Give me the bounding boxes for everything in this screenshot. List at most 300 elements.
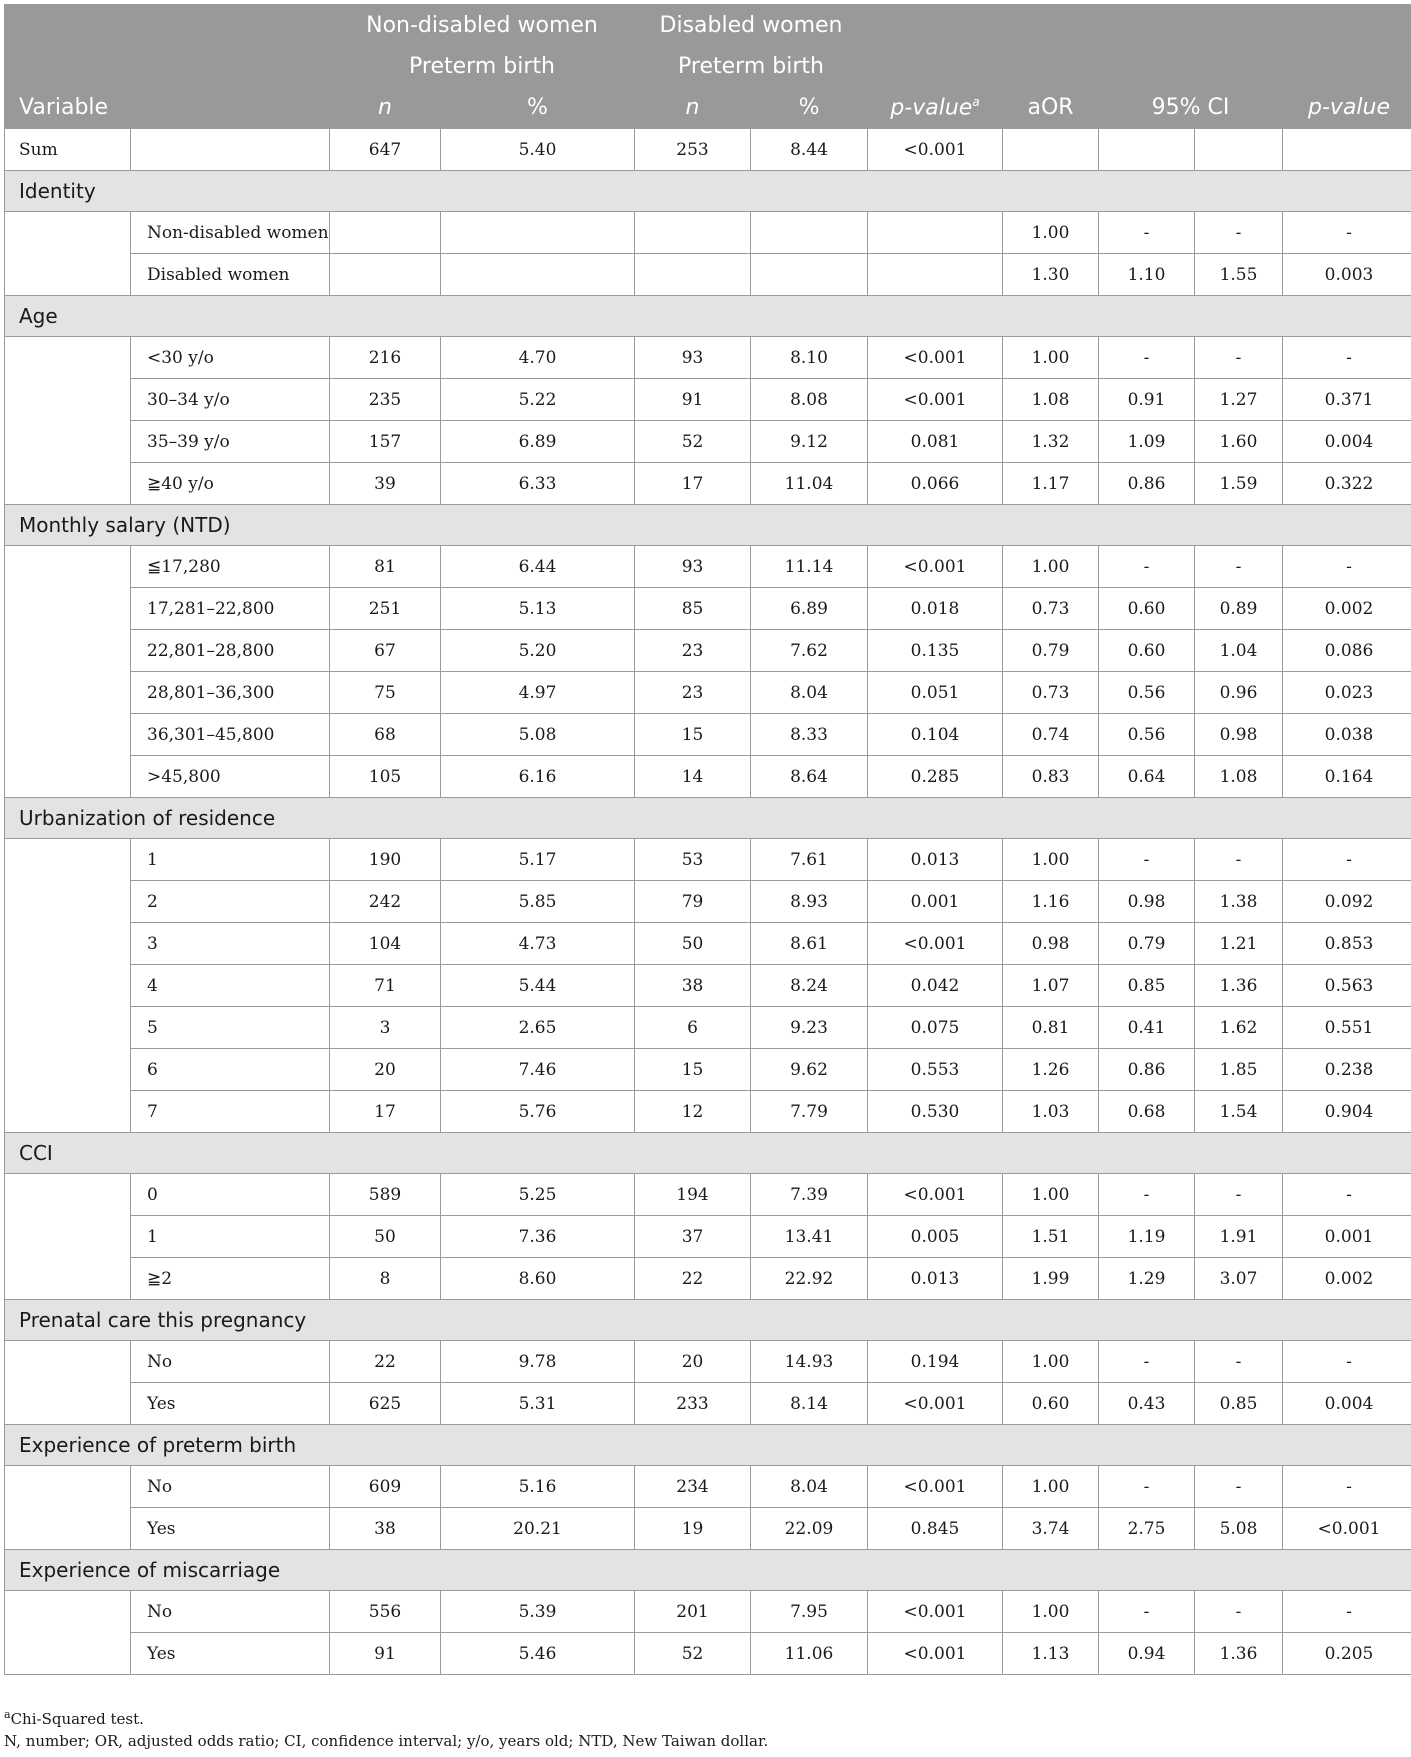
sum-cell xyxy=(1003,129,1099,171)
table-cell: 251 xyxy=(330,588,441,630)
table-cell xyxy=(751,254,868,296)
table-cell: 0.104 xyxy=(868,714,1003,756)
table-cell: 0.43 xyxy=(1099,1383,1195,1425)
row-label: Yes xyxy=(131,1383,330,1425)
row-label: 35–39 y/o xyxy=(131,421,330,463)
table-cell: 0.81 xyxy=(1003,1007,1099,1049)
table-row xyxy=(5,1383,1411,1425)
table-cell: - xyxy=(1195,212,1283,254)
table-row xyxy=(5,588,1411,630)
table-cell: 5.39 xyxy=(441,1591,635,1633)
table-cell: 0.001 xyxy=(1283,1216,1411,1258)
table-cell: 1.04 xyxy=(1195,630,1283,672)
results-table xyxy=(4,4,1411,1675)
header-preterm-birth-disabled: Preterm birth xyxy=(635,46,868,87)
table-cell: 1.00 xyxy=(1003,1174,1099,1216)
table-cell: - xyxy=(1283,337,1411,379)
table-cell: - xyxy=(1283,839,1411,881)
table-cell: 0.005 xyxy=(868,1216,1003,1258)
table-cell: 0.164 xyxy=(1283,756,1411,798)
table-cell: 0.371 xyxy=(1283,379,1411,421)
table-row xyxy=(5,212,1411,254)
table-cell: 20.21 xyxy=(441,1508,635,1550)
table-cell: 38 xyxy=(635,965,751,1007)
table-cell: 0.98 xyxy=(1003,923,1099,965)
table-cell: - xyxy=(1283,546,1411,588)
table-cell: 12 xyxy=(635,1091,751,1133)
table-cell xyxy=(441,254,635,296)
table-row xyxy=(5,881,1411,923)
table-cell: 91 xyxy=(635,379,751,421)
table-cell: 5.08 xyxy=(1195,1508,1283,1550)
table-cell: 1.00 xyxy=(1003,337,1099,379)
table-cell: 50 xyxy=(330,1216,441,1258)
section-spacer xyxy=(5,337,131,505)
table-cell: 0.004 xyxy=(1283,1383,1411,1425)
header-percent-disabled: % xyxy=(751,87,868,129)
table-cell: 9.78 xyxy=(441,1341,635,1383)
section-title: Experience of preterm birth xyxy=(5,1425,1411,1466)
table-row xyxy=(5,714,1411,756)
table-cell: 0.238 xyxy=(1283,1049,1411,1091)
table-cell: 5.76 xyxy=(441,1091,635,1133)
section-spacer xyxy=(5,1341,131,1425)
table-cell: 8.33 xyxy=(751,714,868,756)
table-cell: 8.14 xyxy=(751,1383,868,1425)
table-row xyxy=(5,546,1411,588)
table-cell: 609 xyxy=(330,1466,441,1508)
row-label: Yes xyxy=(131,1508,330,1550)
table-cell: 93 xyxy=(635,337,751,379)
table-cell: 22.09 xyxy=(751,1508,868,1550)
table-cell: 75 xyxy=(330,672,441,714)
section-title: Prenatal care this pregnancy xyxy=(5,1300,1411,1341)
section-header-row xyxy=(5,1425,1411,1466)
table-cell: 0.194 xyxy=(868,1341,1003,1383)
row-label: 0 xyxy=(131,1174,330,1216)
table-cell: 14 xyxy=(635,756,751,798)
table-cell: 8.04 xyxy=(751,672,868,714)
header-ci-top-upper xyxy=(1195,5,1283,87)
row-label: 1 xyxy=(131,839,330,881)
section-header-row xyxy=(5,1550,1411,1591)
section-title: Identity xyxy=(5,171,1411,212)
table-cell: 6.89 xyxy=(441,421,635,463)
table-cell: 6.16 xyxy=(441,756,635,798)
table-cell: 1.32 xyxy=(1003,421,1099,463)
table-row xyxy=(5,1091,1411,1133)
table-cell: 11.06 xyxy=(751,1633,868,1675)
table-cell: 0.89 xyxy=(1195,588,1283,630)
footnote-abbreviations: N, number; OR, adjusted odds ratio; CI, confidence interval; y/o, years old; NTD, New Taiwan dollar. xyxy=(4,1732,769,1750)
table-cell: 1.00 xyxy=(1003,1591,1099,1633)
header-group-disabled: Disabled women xyxy=(635,5,868,46)
table-cell: 0.98 xyxy=(1099,881,1195,923)
row-label: Disabled women xyxy=(131,254,330,296)
table-cell: <0.001 xyxy=(868,337,1003,379)
table-cell: 1.27 xyxy=(1195,379,1283,421)
table-cell: 8.61 xyxy=(751,923,868,965)
table-cell: 234 xyxy=(635,1466,751,1508)
table-cell: 1.00 xyxy=(1003,1341,1099,1383)
table-cell: 6.89 xyxy=(751,588,868,630)
row-label: ≦17,280 xyxy=(131,546,330,588)
table-cell: 6 xyxy=(635,1007,751,1049)
table-cell: 1.03 xyxy=(1003,1091,1099,1133)
table-cell: 68 xyxy=(330,714,441,756)
row-label: 1 xyxy=(131,1216,330,1258)
table-cell: 233 xyxy=(635,1383,751,1425)
table-cell: <0.001 xyxy=(868,1466,1003,1508)
table-cell: 1.21 xyxy=(1195,923,1283,965)
table-cell: 1.55 xyxy=(1195,254,1283,296)
table-cell: 0.563 xyxy=(1283,965,1411,1007)
table-cell: 7.62 xyxy=(751,630,868,672)
table-cell xyxy=(635,254,751,296)
row-label: Yes xyxy=(131,1633,330,1675)
table-cell: 5.44 xyxy=(441,965,635,1007)
footnote-a: $^a$Chi-Squared test. xyxy=(4,1708,144,1728)
table-cell: - xyxy=(1195,1591,1283,1633)
table-cell: 23 xyxy=(635,630,751,672)
row-label: <30 y/o xyxy=(131,337,330,379)
table-cell: <0.001 xyxy=(1283,1508,1411,1550)
row-label: 22,801–28,800 xyxy=(131,630,330,672)
table-cell: - xyxy=(1283,1174,1411,1216)
table-row xyxy=(5,965,1411,1007)
table-cell: 8.04 xyxy=(751,1466,868,1508)
table-cell: 0.56 xyxy=(1099,672,1195,714)
table-cell: - xyxy=(1195,1466,1283,1508)
table-cell: 1.13 xyxy=(1003,1633,1099,1675)
table-cell: 81 xyxy=(330,546,441,588)
table-cell xyxy=(635,212,751,254)
table-cell: - xyxy=(1283,1341,1411,1383)
table-cell: 1.91 xyxy=(1195,1216,1283,1258)
table-cell: - xyxy=(1099,839,1195,881)
row-label: 5 xyxy=(131,1007,330,1049)
table-cell xyxy=(868,212,1003,254)
table-cell: 0.066 xyxy=(868,463,1003,505)
table-cell: 5.25 xyxy=(441,1174,635,1216)
row-label: ≧40 y/o xyxy=(131,463,330,505)
table-cell: 1.00 xyxy=(1003,839,1099,881)
table-cell: 1.19 xyxy=(1099,1216,1195,1258)
table-cell: 50 xyxy=(635,923,751,965)
table-cell: 0.86 xyxy=(1099,1049,1195,1091)
table-cell: 5.22 xyxy=(441,379,635,421)
table-cell: 7.36 xyxy=(441,1216,635,1258)
sum-cell: 647 xyxy=(330,129,441,171)
table-cell xyxy=(751,212,868,254)
table-cell: 0.73 xyxy=(1003,672,1099,714)
table-cell: - xyxy=(1283,1466,1411,1508)
table-cell: 15 xyxy=(635,714,751,756)
table-cell: 0.904 xyxy=(1283,1091,1411,1133)
table-cell: 0.553 xyxy=(868,1049,1003,1091)
table-row xyxy=(5,421,1411,463)
table-cell: - xyxy=(1195,839,1283,881)
table-cell: 8.10 xyxy=(751,337,868,379)
table-cell: 556 xyxy=(330,1591,441,1633)
table-cell: - xyxy=(1099,1591,1195,1633)
header-n-disabled: n xyxy=(635,87,751,129)
table-cell: 19 xyxy=(635,1508,751,1550)
table-cell: 0.081 xyxy=(868,421,1003,463)
table-cell: 0.94 xyxy=(1099,1633,1195,1675)
table-cell: 1.00 xyxy=(1003,1466,1099,1508)
table-cell: 0.79 xyxy=(1003,630,1099,672)
table-cell: 22 xyxy=(330,1341,441,1383)
table-cell: 9.12 xyxy=(751,421,868,463)
table-cell xyxy=(330,212,441,254)
table-row xyxy=(5,254,1411,296)
row-label: 17,281–22,800 xyxy=(131,588,330,630)
table-cell: 1.85 xyxy=(1195,1049,1283,1091)
table-cell: 8.08 xyxy=(751,379,868,421)
table-cell: 52 xyxy=(635,1633,751,1675)
table-cell: 6.33 xyxy=(441,463,635,505)
table-cell: 79 xyxy=(635,881,751,923)
table-cell xyxy=(441,212,635,254)
table-cell: 0.038 xyxy=(1283,714,1411,756)
table-cell: 0.60 xyxy=(1099,588,1195,630)
section-spacer xyxy=(5,1174,131,1300)
sum-cell xyxy=(1195,129,1283,171)
table-cell: 1.54 xyxy=(1195,1091,1283,1133)
table-cell: 9.62 xyxy=(751,1049,868,1091)
table-cell: 105 xyxy=(330,756,441,798)
table-cell: 1.51 xyxy=(1003,1216,1099,1258)
table-cell: 22 xyxy=(635,1258,751,1300)
table-cell: 1.10 xyxy=(1099,254,1195,296)
table-cell: <0.001 xyxy=(868,546,1003,588)
section-title: Experience of miscarriage xyxy=(5,1550,1411,1591)
table-cell: <0.001 xyxy=(868,923,1003,965)
row-label: 36,301–45,800 xyxy=(131,714,330,756)
table-cell: - xyxy=(1099,212,1195,254)
table-cell: - xyxy=(1283,212,1411,254)
table-row xyxy=(5,1508,1411,1550)
table-cell: 0.002 xyxy=(1283,1258,1411,1300)
table-cell: 8.24 xyxy=(751,965,868,1007)
table-cell: - xyxy=(1099,1466,1195,1508)
section-header-row xyxy=(5,296,1411,337)
table-cell: 5.17 xyxy=(441,839,635,881)
table-cell: 5.31 xyxy=(441,1383,635,1425)
table-cell: 39 xyxy=(330,463,441,505)
table-row xyxy=(5,630,1411,672)
section-spacer xyxy=(5,546,131,798)
table-cell: 67 xyxy=(330,630,441,672)
table-cell: 0.60 xyxy=(1099,630,1195,672)
table-cell: 38 xyxy=(330,1508,441,1550)
table-cell: 1.29 xyxy=(1099,1258,1195,1300)
table-cell: 0.91 xyxy=(1099,379,1195,421)
table-cell: 0.002 xyxy=(1283,588,1411,630)
table-cell: 1.30 xyxy=(1003,254,1099,296)
table-row xyxy=(5,672,1411,714)
table-cell: 1.07 xyxy=(1003,965,1099,1007)
table-cell: - xyxy=(1195,1174,1283,1216)
table-cell: 1.16 xyxy=(1003,881,1099,923)
table-cell: 190 xyxy=(330,839,441,881)
table-cell: 7.39 xyxy=(751,1174,868,1216)
table-row xyxy=(5,923,1411,965)
table-cell: 0.051 xyxy=(868,672,1003,714)
header-aor: aOR xyxy=(1003,5,1099,129)
table-cell: 9.23 xyxy=(751,1007,868,1049)
table-cell: 0.85 xyxy=(1195,1383,1283,1425)
table-cell: 6.44 xyxy=(441,546,635,588)
table-cell: 7.61 xyxy=(751,839,868,881)
table-row xyxy=(5,1591,1411,1633)
header-variable: Variable xyxy=(5,5,131,129)
table-cell: 0.001 xyxy=(868,881,1003,923)
table-cell: 3.07 xyxy=(1195,1258,1283,1300)
section-header-row xyxy=(5,1133,1411,1174)
table-cell: 0.530 xyxy=(868,1091,1003,1133)
row-label: Non-disabled women xyxy=(131,212,330,254)
table-cell: 0.285 xyxy=(868,756,1003,798)
header-n-non-disabled: n xyxy=(330,87,441,129)
table-cell: 17 xyxy=(330,1091,441,1133)
table-cell: 3.74 xyxy=(1003,1508,1099,1550)
table-cell: 0.79 xyxy=(1099,923,1195,965)
table-cell: 1.08 xyxy=(1003,379,1099,421)
header-p-value: p-value xyxy=(1283,5,1411,129)
table-cell: <0.001 xyxy=(868,1591,1003,1633)
table-cell: 0.60 xyxy=(1003,1383,1099,1425)
table-cell: 1.60 xyxy=(1195,421,1283,463)
table-cell: 1.36 xyxy=(1195,965,1283,1007)
row-label: No xyxy=(131,1591,330,1633)
table-cell: 1.00 xyxy=(1003,212,1099,254)
header-group-non-disabled: Non-disabled women xyxy=(330,5,635,46)
table-cell: 0.092 xyxy=(1283,881,1411,923)
table-cell: 0.73 xyxy=(1003,588,1099,630)
row-label: 2 xyxy=(131,881,330,923)
row-label: No xyxy=(131,1466,330,1508)
table-cell: 0.205 xyxy=(1283,1633,1411,1675)
table-cell: 0.018 xyxy=(868,588,1003,630)
table-cell: 0.74 xyxy=(1003,714,1099,756)
header-percent-non-disabled: % xyxy=(441,87,635,129)
table-cell: 5.46 xyxy=(441,1633,635,1675)
table-cell: 0.003 xyxy=(1283,254,1411,296)
table-row xyxy=(5,756,1411,798)
table-cell: 0.68 xyxy=(1099,1091,1195,1133)
section-title: Age xyxy=(5,296,1411,337)
table-cell: 0.853 xyxy=(1283,923,1411,965)
header-ci: 95% CI xyxy=(1099,87,1283,129)
table-cell: 0.135 xyxy=(868,630,1003,672)
table-cell: 0.86 xyxy=(1099,463,1195,505)
table-cell: 625 xyxy=(330,1383,441,1425)
table-cell: - xyxy=(1099,1174,1195,1216)
table-cell: - xyxy=(1099,337,1195,379)
table-cell: 7.95 xyxy=(751,1591,868,1633)
table-row xyxy=(5,1633,1411,1675)
sum-cell: <0.001 xyxy=(868,129,1003,171)
table-cell: 4.73 xyxy=(441,923,635,965)
table-cell: 0.41 xyxy=(1099,1007,1195,1049)
sum-blank xyxy=(131,129,330,171)
table-cell: - xyxy=(1099,1341,1195,1383)
table-cell: 71 xyxy=(330,965,441,1007)
table-row xyxy=(5,379,1411,421)
table-cell: 5.08 xyxy=(441,714,635,756)
section-title: Monthly salary (NTD) xyxy=(5,505,1411,546)
table-cell: 1.26 xyxy=(1003,1049,1099,1091)
table-row xyxy=(5,1007,1411,1049)
table-cell: 589 xyxy=(330,1174,441,1216)
table-cell: - xyxy=(1195,337,1283,379)
sum-row xyxy=(5,129,1411,171)
table-cell: 194 xyxy=(635,1174,751,1216)
section-header-row xyxy=(5,171,1411,212)
section-header-row xyxy=(5,505,1411,546)
row-label: 7 xyxy=(131,1091,330,1133)
header-preterm-birth-non-disabled: Preterm birth xyxy=(330,46,635,87)
table-cell: 5.20 xyxy=(441,630,635,672)
table-cell: 0.004 xyxy=(1283,421,1411,463)
table-cell: 0.56 xyxy=(1099,714,1195,756)
section-spacer xyxy=(5,1466,131,1550)
table-cell: <0.001 xyxy=(868,379,1003,421)
table-cell: 5.16 xyxy=(441,1466,635,1508)
table-cell: 13.41 xyxy=(751,1216,868,1258)
table-row xyxy=(5,1466,1411,1508)
table-cell: - xyxy=(1099,546,1195,588)
table-cell: - xyxy=(1195,1341,1283,1383)
table-cell: 8 xyxy=(330,1258,441,1300)
table-body xyxy=(5,129,1411,1675)
table-cell: 0.845 xyxy=(868,1508,1003,1550)
table-cell: 1.99 xyxy=(1003,1258,1099,1300)
table-cell: 91 xyxy=(330,1633,441,1675)
section-spacer xyxy=(5,839,131,1133)
table-cell: 1.59 xyxy=(1195,463,1283,505)
section-spacer xyxy=(5,1591,131,1675)
table-cell: 53 xyxy=(635,839,751,881)
row-label: >45,800 xyxy=(131,756,330,798)
table-cell: 14.93 xyxy=(751,1341,868,1383)
row-label: 28,801–36,300 xyxy=(131,672,330,714)
table-cell: 1.09 xyxy=(1099,421,1195,463)
table-cell: 0.013 xyxy=(868,1258,1003,1300)
table-cell: 0.85 xyxy=(1099,965,1195,1007)
table-cell: 235 xyxy=(330,379,441,421)
row-label: 6 xyxy=(131,1049,330,1091)
table-cell: 157 xyxy=(330,421,441,463)
table-cell: 216 xyxy=(330,337,441,379)
table-cell: 17 xyxy=(635,463,751,505)
section-spacer xyxy=(5,212,131,296)
row-label: No xyxy=(131,1341,330,1383)
table-cell: 11.14 xyxy=(751,546,868,588)
table-cell: 7.46 xyxy=(441,1049,635,1091)
sum-label: Sum xyxy=(5,129,131,171)
section-header-row xyxy=(5,1300,1411,1341)
section-title: CCI xyxy=(5,1133,1411,1174)
table-row xyxy=(5,463,1411,505)
table-cell: 93 xyxy=(635,546,751,588)
table-cell: 0.023 xyxy=(1283,672,1411,714)
section-header-row xyxy=(5,798,1411,839)
header-ci-top-lower xyxy=(1099,5,1195,87)
table-cell: <0.001 xyxy=(868,1633,1003,1675)
